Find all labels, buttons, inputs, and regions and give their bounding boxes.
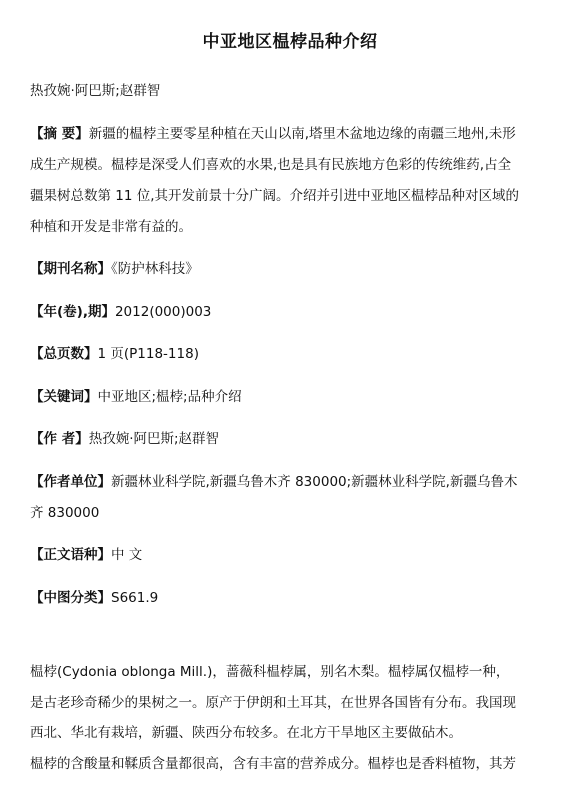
body-line-1: 榅桲(Cydonia oblonga Mill.)，蔷薇科榅桲属，别名木梨。榅桲属仅榅桲一种， (30, 664, 510, 680)
clc-label: 【中图分类】 (30, 590, 111, 606)
clc-value: S661.9 (111, 590, 159, 606)
authors-line: 热孜婉·阿巴斯;赵群智 (30, 83, 161, 99)
year-issue-value: 2012(000)003 (114, 304, 212, 320)
affiliation-value-cont: 齐 830000 (30, 505, 100, 521)
keywords-value: 中亚地区;榅桲;品种介绍 (97, 389, 242, 405)
pages-label: 【总页数】 (30, 346, 98, 362)
abstract-line-4: 种植和开发是非常有益的。 (30, 219, 192, 235)
affiliation-field (30, 472, 560, 492)
abstract-line-1 (30, 124, 560, 144)
clc-field (30, 588, 560, 608)
language-value: 中 文 (111, 547, 143, 563)
keywords-field (30, 387, 560, 407)
language-field (30, 545, 560, 565)
affiliation-label: 【作者单位】 (30, 474, 111, 490)
keywords-label: 【关键词】 (30, 389, 98, 405)
language-label: 【正文语种】 (30, 547, 111, 563)
author-label: 【作 者】 (30, 431, 89, 447)
year-issue-label: 【年(卷),期】 (30, 304, 115, 320)
pages-value: 1 页(P118-118) (97, 346, 199, 362)
journal-label: 【期刊名称】 (30, 261, 111, 277)
body-line-3: 西北、华北有栽培，新疆、陕西分布较多。在北方干旱地区主要做砧木。 (30, 725, 462, 741)
abstract-line-2: 成生产规模。榅桲是深受人们喜欢的水果,也是具有民族地方色彩的传统维药,占全 (30, 157, 512, 173)
abstract-text-1: 新疆的榅桲主要零星种植在天山以南,塔里木盆地边缘的南疆三地州,未形 (88, 126, 516, 142)
journal-value: 《防护林科技》 (111, 261, 199, 277)
body-line-2: 是古老珍奇稀少的果树之一。原产于伊朗和土耳其，在世界各国皆有分布。我国现 (30, 695, 516, 711)
affiliation-value: 新疆林业科学院,新疆乌鲁木齐 830000;新疆林业科学院,新疆乌鲁木 (111, 474, 518, 490)
abstract-label: 【摘 要】 (30, 126, 89, 142)
body-line-4: 榅桲的含酸量和鞣质含量都很高，含有丰富的营养成分。榅桲也是香料植物，其芳 (30, 756, 516, 772)
author-value: 热孜婉·阿巴斯;赵群智 (88, 431, 220, 447)
author-field (30, 429, 560, 449)
year-issue-field (30, 302, 560, 322)
journal-field (30, 259, 560, 279)
pages-field (30, 344, 560, 364)
abstract-line-3: 疆果树总数第 11 位,其开发前景十分广阔。介绍并引进中亚地区榅桲品种对区域的 (30, 188, 520, 204)
article-title: 中亚地区榅桲品种介绍 (202, 32, 378, 52)
